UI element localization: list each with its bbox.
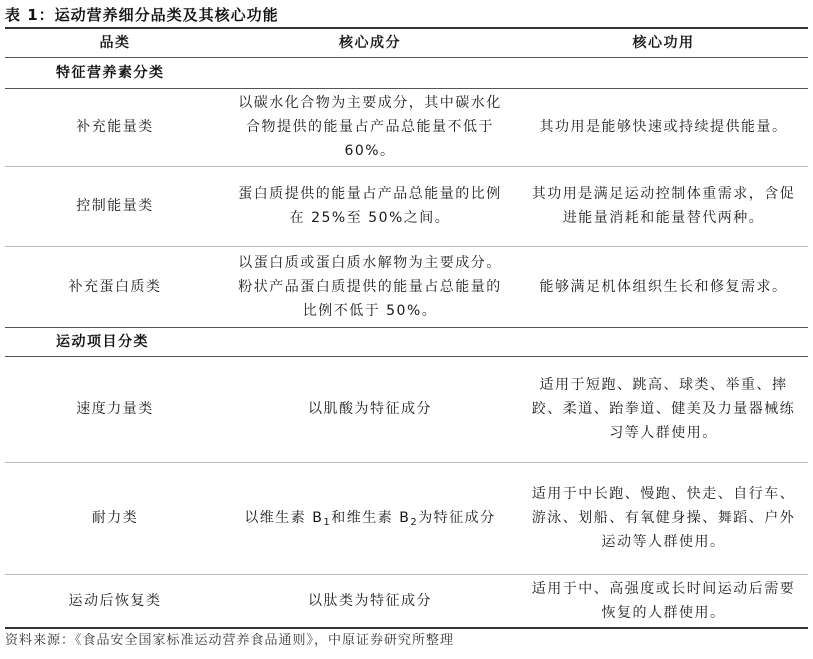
row-category: 控制能量类: [76, 198, 154, 214]
subscript: 2: [410, 517, 419, 528]
section-title: 运动项目分类: [56, 334, 149, 350]
row-category: 运动后恢复类: [68, 593, 162, 609]
row-category: 补充蛋白质类: [68, 279, 162, 295]
row-function: 其功用是满足运动控制体重需求，含促进能量消耗和能量替代两种。: [531, 186, 796, 226]
row-ingredient: 以肌酸为特征成分: [308, 401, 432, 417]
row-function: 其功用是能够快速或持续提供能量。: [539, 119, 788, 135]
header-category: 品类: [99, 35, 131, 51]
table-title: 表 1：运动营养细分品类及其核心功能: [5, 6, 279, 24]
section-title: 特征营养素分类: [56, 65, 165, 81]
row-ingredient: 蛋白质提供的能量占产品总能量的比例在 25%至 50%之间。: [238, 186, 502, 226]
header-function: 核心功用: [632, 35, 695, 51]
row-function: 适用于短跑、跳高、球类、举重、摔跤、柔道、跆拳道、健美及力量器械练习等人群使用。: [531, 377, 796, 441]
row-function: 适用于中、高强度或长时间运动后需要恢复的人群使用。: [531, 581, 796, 621]
row-function: 适用于中长跑、慢跑、快走、自行车、游泳、划船、有氧健身操、舞蹈、户外运动等人群使用。: [531, 486, 796, 550]
source-note: 资料来源：《食品安全国家标准运动营养食品通则》，中原证券研究所整理: [5, 633, 455, 648]
row-ingredient: 以蛋白质或蛋白质水解物为主要成分。粉状产品蛋白质提供的能量占总能量的比例不低于 50%。: [238, 255, 502, 319]
header-ingredient: 核心成分: [339, 35, 401, 51]
row-category: 耐力类: [91, 510, 139, 526]
subscript: 1: [323, 517, 332, 528]
row-category: 速度力量类: [76, 401, 154, 417]
row-ingredient: 以肽类为特征成分: [308, 593, 432, 609]
row-function: 能够满足机体组织生长和修复需求。: [539, 279, 788, 295]
row-ingredient: 以碳水化合物为主要成分，其中碳水化合物提供的能量占产品总能量不低于 60%。: [238, 95, 502, 159]
header-rule: [5, 57, 808, 58]
ingredient-text: 和维生素 B: [331, 510, 411, 526]
row-ingredient: [225, 463, 515, 573]
ingredient-text: 为特征成分: [418, 510, 496, 526]
row-category: 补充能量类: [76, 119, 154, 135]
ingredient-text: 以维生素 B: [244, 510, 324, 526]
